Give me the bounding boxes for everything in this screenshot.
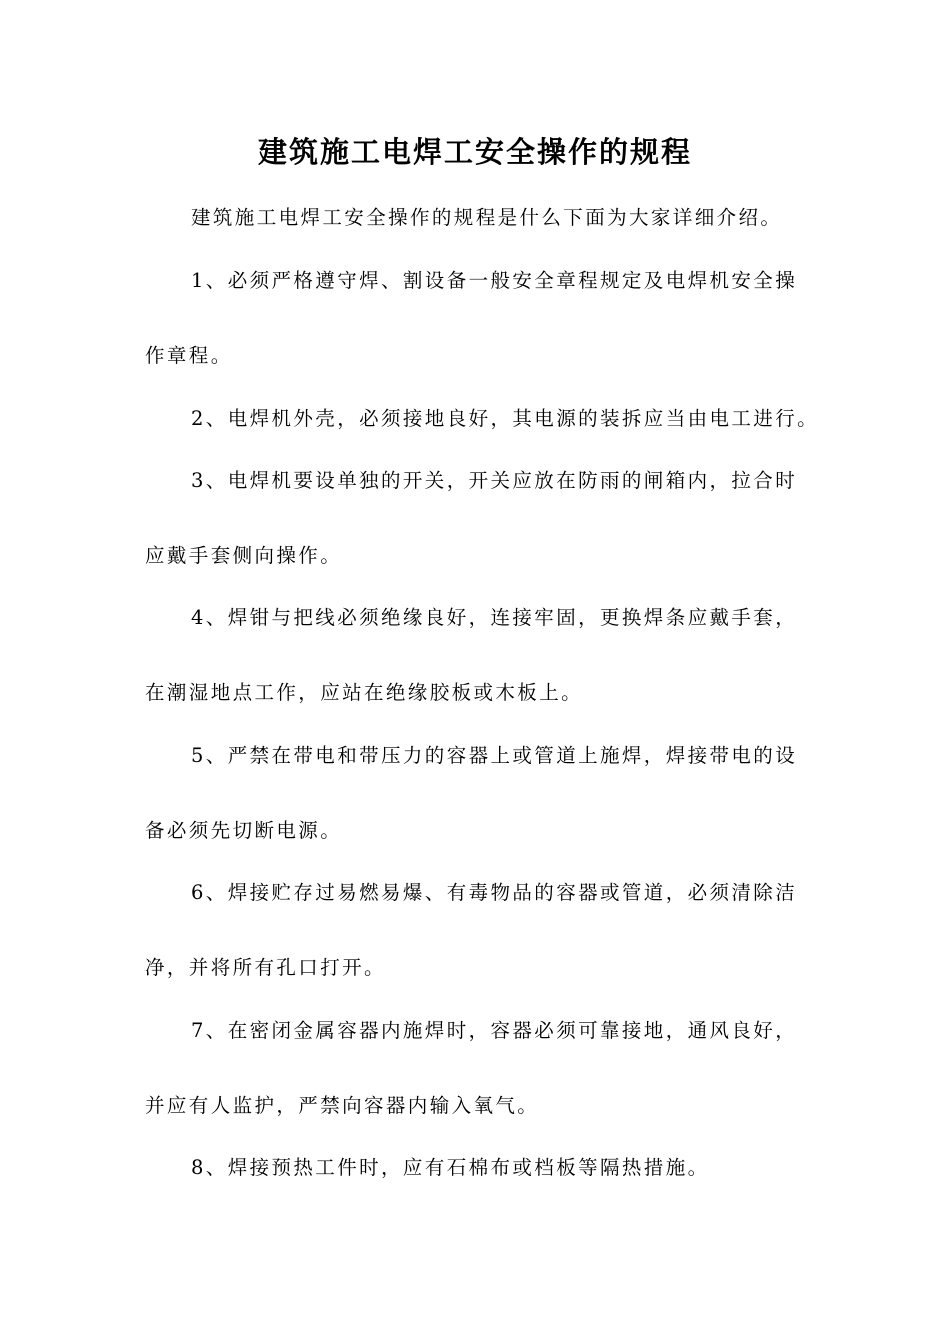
document-title: 建筑施工电焊工安全操作的规程 (257, 135, 692, 169)
rule-5-line-2: 备必须先切断电源。 (145, 819, 343, 842)
rule-6-line-1: 6、焊接贮存过易燃易爆、有毒物品的容器或管道，必须清除洁 (191, 881, 798, 904)
rule-8-line-1: 8、焊接预热工件时，应有石棉布或档板等隔热措施。 (191, 1156, 710, 1179)
rule-1-line-1: 1、必须严格遵守焊、割设备一般安全章程规定及电焊机安全操 (191, 269, 798, 292)
rule-7-line-1: 7、在密闭金属容器内施焊时，容器必须可靠接地，通风良好， (191, 1019, 798, 1042)
rule-6-line-2: 净，并将所有孔口打开。 (145, 956, 386, 979)
rule-1-line-2: 作章程。 (145, 344, 233, 367)
rule-4-line-2: 在潮湿地点工作，应站在绝缘胶板或木板上。 (145, 681, 584, 704)
rule-7-line-2: 并应有人监护，严禁向容器内输入氧气。 (145, 1094, 540, 1117)
rule-2-line-1: 2、电焊机外壳，必须接地良好，其电源的装拆应当由电工进行。 (191, 407, 820, 430)
rule-3-line-2: 应戴手套侧向操作。 (145, 544, 343, 567)
rule-4-line-1: 4、焊钳与把线必须绝缘良好，连接牢固，更换焊条应戴手套， (191, 606, 798, 629)
rule-3-line-1: 3、电焊机要设单独的开关，开关应放在防雨的闸箱内，拉合时 (191, 469, 798, 492)
intro-line: 建筑施工电焊工安全操作的规程是什么下面为大家详细介绍。 (191, 206, 783, 229)
rule-5-line-1: 5、严禁在带电和带压力的容器上或管道上施焊，焊接带电的设 (191, 744, 798, 767)
